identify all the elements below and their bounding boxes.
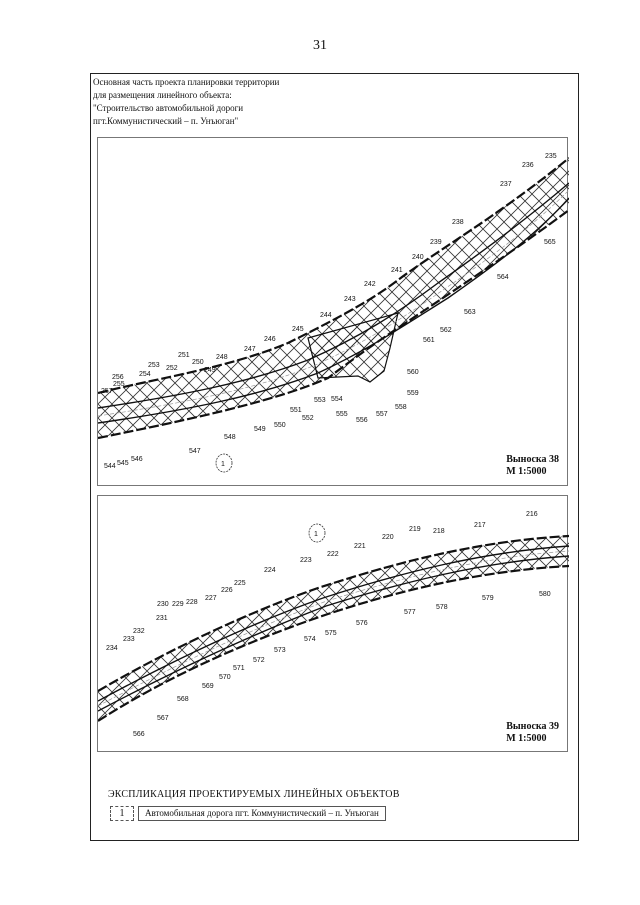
point-label: 561 [423,337,435,344]
point-label: 231 [156,615,168,622]
inset-39-scale: М 1:5000 [506,733,547,744]
point-label: 570 [219,674,231,681]
point-label: 562 [440,327,452,334]
point-label: 229 [172,601,184,608]
point-label: 252 [166,365,178,372]
point-label: 256 [112,374,124,381]
point-label: 544 [104,463,116,470]
point-label: 552 [302,415,314,422]
point-label: 236 [522,162,534,169]
point-label: 563 [464,309,476,316]
inset-39-drawing [98,496,569,753]
point-label: 573 [274,647,286,654]
point-label: 558 [395,404,407,411]
point-label: 244 [320,312,332,319]
object-marker-label: 1 [221,461,225,468]
point-label: 565 [544,239,556,246]
point-label: 554 [331,396,343,403]
inset-39-title: Выноска 39 [506,721,559,732]
point-label: 227 [205,595,217,602]
point-label: 550 [274,422,286,429]
point-label: 253 [148,362,160,369]
point-label: 238 [452,219,464,226]
point-label: 569 [202,683,214,690]
point-label: 557 [376,411,388,418]
inset-39-caption [506,721,559,745]
point-label: 566 [133,731,145,738]
point-label: 571 [233,665,245,672]
point-label: 555 [336,411,348,418]
point-label: 551 [290,407,302,414]
point-label: 223 [300,557,312,564]
point-label: 228 [186,599,198,606]
point-label: 239 [430,239,442,246]
point-label: 556 [356,417,368,424]
point-label: 577 [404,609,416,616]
point-label: 221 [354,543,366,550]
point-label: 226 [221,587,233,594]
point-label: 242 [364,281,376,288]
point-label: 579 [482,595,494,602]
point-label: 224 [264,567,276,574]
point-label: 572 [253,657,265,664]
point-label: 559 [407,390,419,397]
point-label: 235 [545,153,557,160]
point-label: 254 [139,371,151,378]
title-line: пгт.Коммунистический – п. Унъюган" [93,116,239,126]
point-label: 580 [539,591,551,598]
point-label: 545 [117,460,129,467]
inset-38-title: Выноска 38 [506,454,559,465]
point-label: 567 [157,715,169,722]
point-label: 240 [412,254,424,261]
point-label: 576 [356,620,368,627]
point-label: 237 [500,181,512,188]
point-label: 217 [474,522,486,529]
inset-39-map [97,495,568,752]
point-label: 575 [325,630,337,637]
point-label: 564 [497,274,509,281]
point-label: 574 [304,636,316,643]
point-label: 222 [327,551,339,558]
road-centerline [98,551,569,706]
point-label: 232 [133,628,145,635]
point-label: 257 [101,388,113,395]
point-label: 250 [192,359,204,366]
page-number: 31 [313,38,327,53]
drawing-title-block [93,76,279,128]
point-label: 549 [254,426,266,433]
point-label: 251 [178,352,190,359]
point-label: 548 [224,434,236,441]
inset-38-map [97,137,568,486]
legend-item-description: Автомобильная дорога пгт. Коммунистический – п. Унъюган [138,806,386,821]
point-label: 248 [216,354,228,361]
inset-38-caption [506,454,559,478]
point-labels [106,511,551,738]
point-label: 218 [433,528,445,535]
point-label: 225 [234,580,246,587]
point-label: 560 [407,369,419,376]
point-label: 233 [123,636,135,643]
point-label: 243 [344,296,356,303]
point-label: 578 [436,604,448,611]
point-label: 216 [526,511,538,518]
explication-legend-row [110,806,386,821]
legend-item-number: 1 [110,806,134,821]
point-label: 245 [292,326,304,333]
point-label: 241 [391,267,403,274]
title-line: "Строительство автомобильной дороги [93,103,244,113]
point-label: 220 [382,534,394,541]
point-label: 230 [157,601,169,608]
title-line: для размещения линейного объекта: [93,90,232,100]
point-label: 255 [113,381,125,388]
point-label: 249 [204,367,216,374]
point-label: 568 [177,696,189,703]
point-label: 219 [409,526,421,533]
inset-38-scale: М 1:5000 [506,466,547,477]
explication-title: ЭКСПЛИКАЦИЯ ПРОЕКТИРУЕМЫХ ЛИНЕЙНЫХ ОБЪЕКТОВ [108,789,400,800]
point-label: 547 [189,448,201,455]
point-label: 246 [264,336,276,343]
inset-38-drawing [98,138,569,487]
point-label: 553 [314,397,326,404]
point-label: 546 [131,456,143,463]
point-label: 247 [244,346,256,353]
object-marker-label: 1 [314,531,318,538]
point-label: 234 [106,645,118,652]
title-line: Основная часть проекта планировки территории [93,77,280,87]
